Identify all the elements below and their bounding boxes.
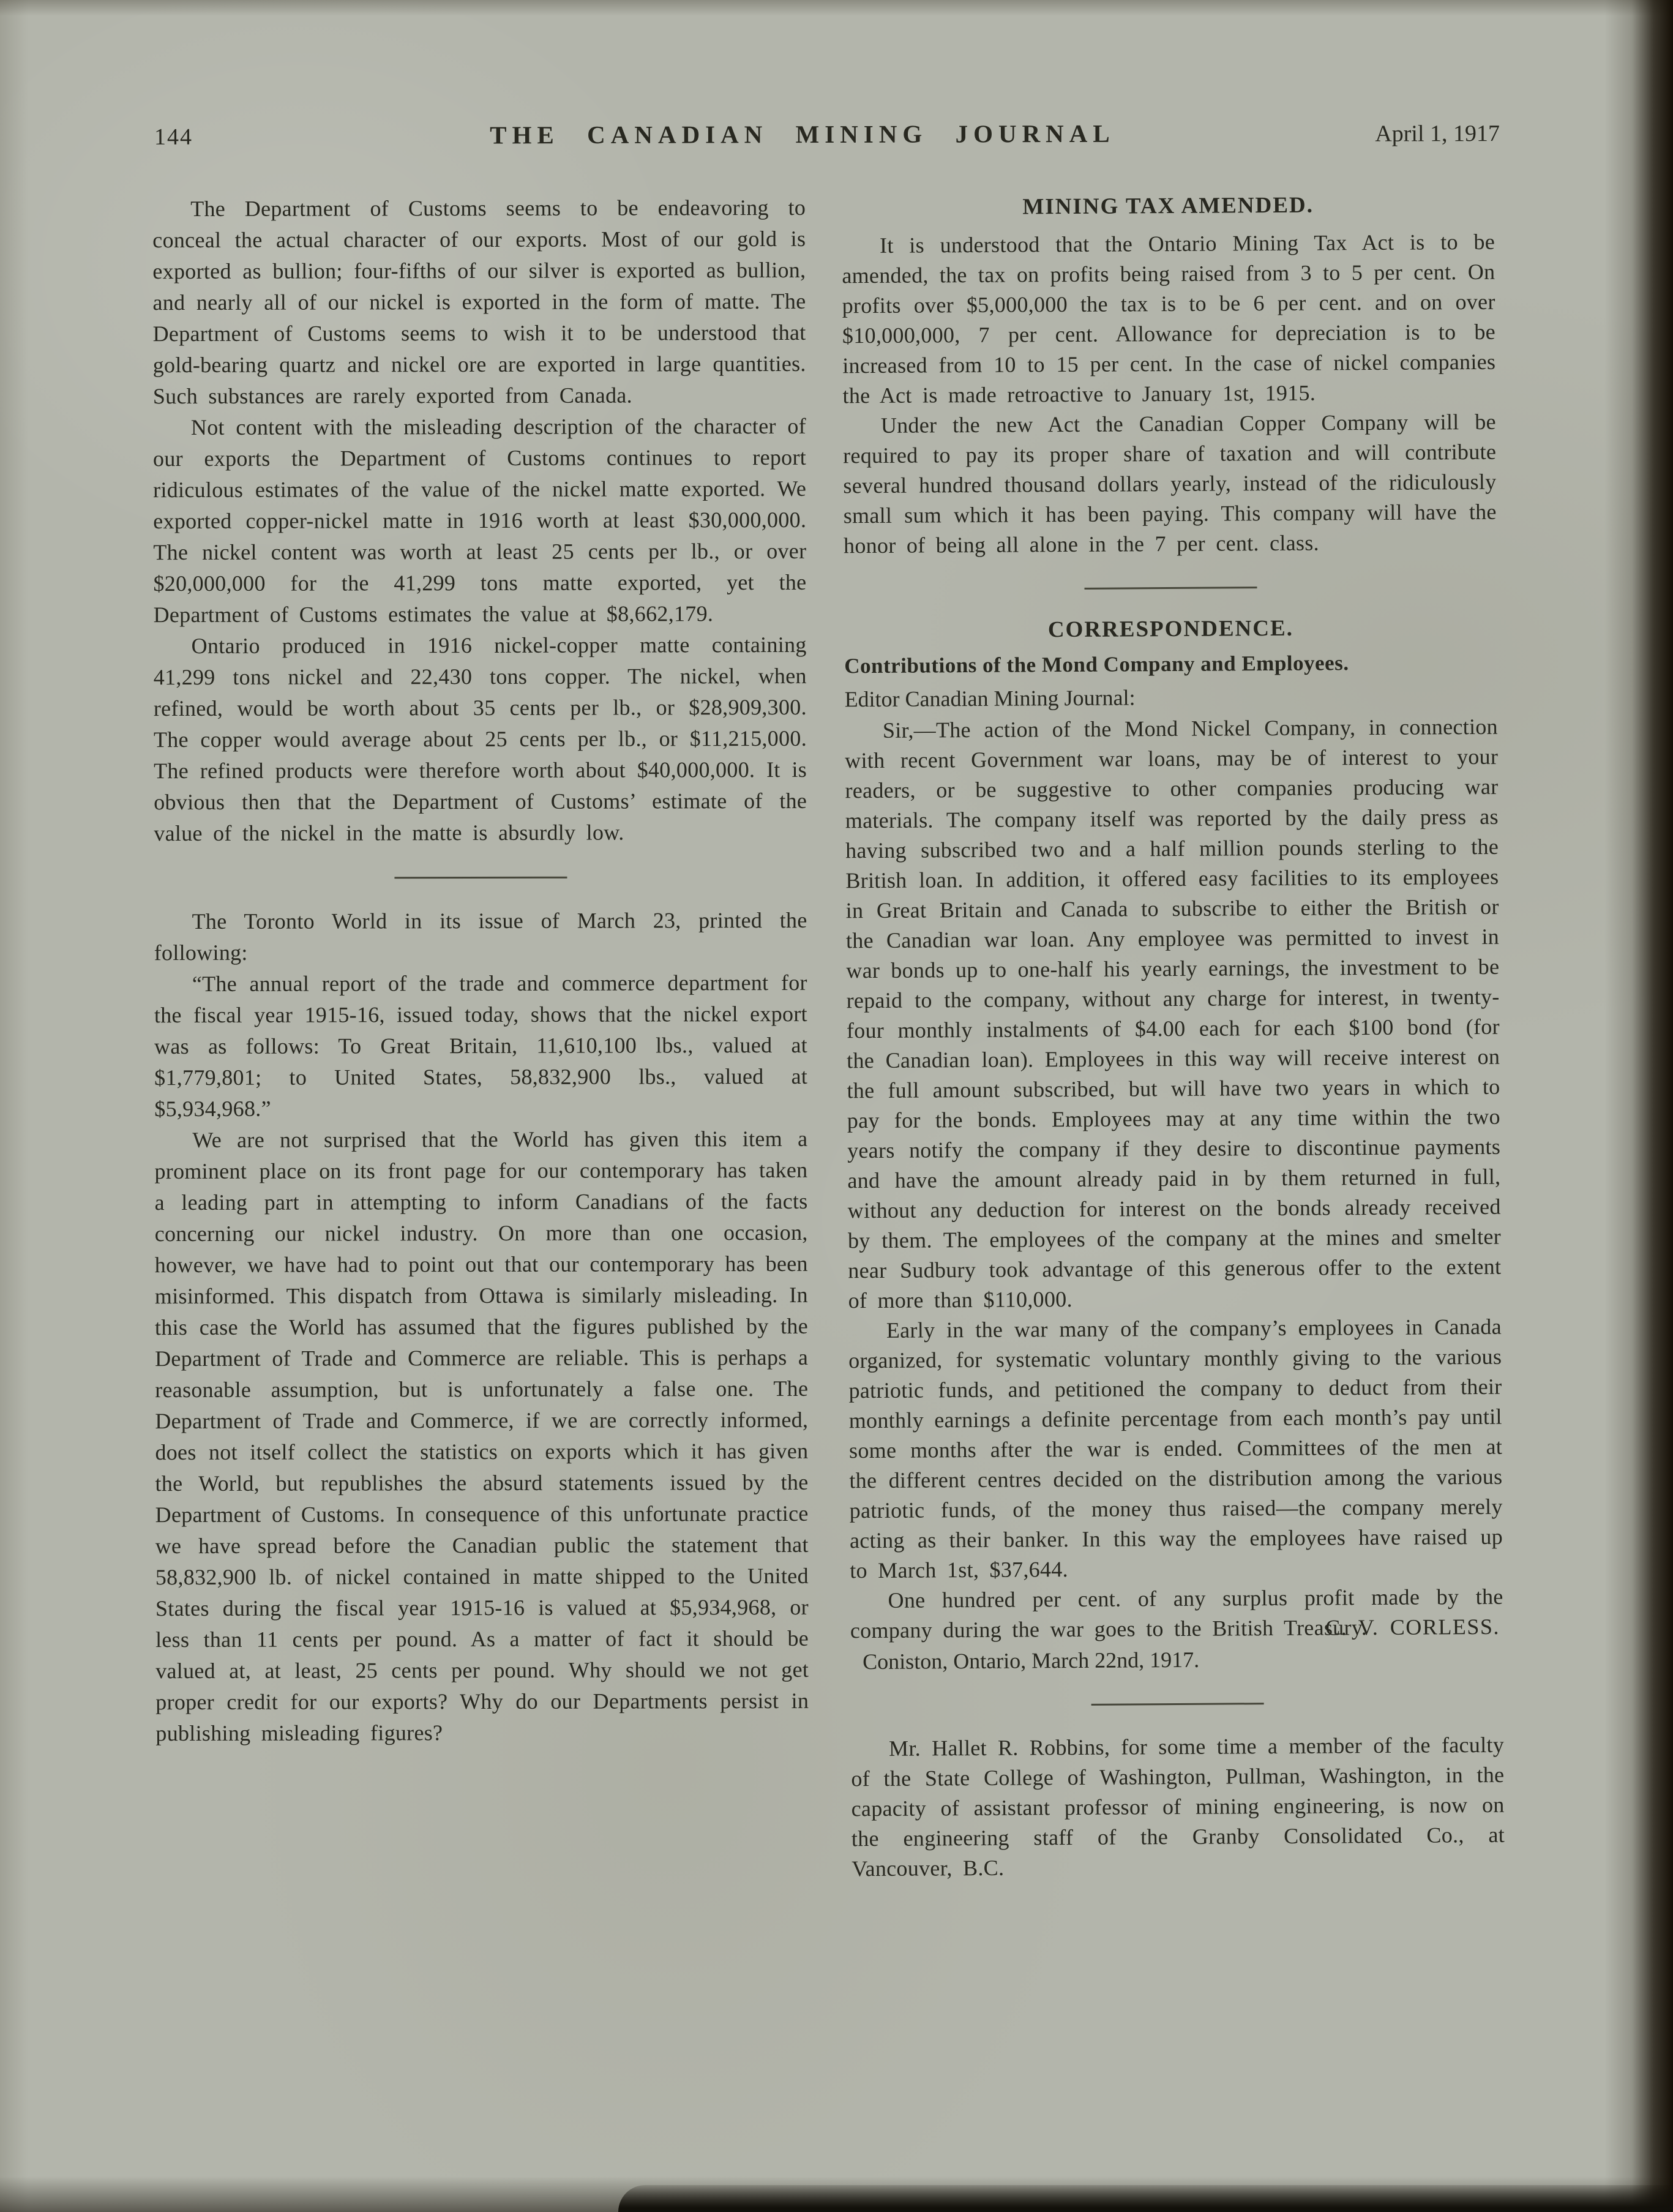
page-content	[152, 119, 1505, 1882]
bottom-right-edge-shadow	[618, 2185, 1673, 2212]
correspondence-dateline: Coniston, Ontario, March 22nd, 1917.	[863, 1647, 1200, 1674]
mining-tax-paragraph: It is understood that the Ontario Mining Tax Act is to be amended, the tax on profits being raised from 3 to 5 per cent. On profits over $5,000,000 the tax is to be 6 per cent. and on over $10,000,000, 7 per cent. Allowance for depreciation is to be increased from 10 to 15 per cent. In the case of nickel companies the Act is made retroactive to January 1st, 1915.	[842, 229, 1496, 408]
world-commentary-paragraph: We are not surprised that the World has given this item a prominent place on its front page for our contemporary has taken a leading part in attempting to inform Canadians of the facts concerning our nickel industry. On more than one occasion, however, we have had to point out that our contemporary has been misinformed. This dispatch from Ottawa is similarly misleading. In this case the World has assumed that the figures published by the Department of Trade and Commerce are reliable. This is perhaps a reasonable assumption, but is unfortunately a false one. The Department of Trade and Commerce, if we are correctly informed, does not itself collect the statistics on exports which it has given the World, but republishes the absurd statements issued by the Department of Customs. In consequence of this unfortunate practice we have spread before the Canadian public the statement that 58,832,900 lb. of nickel contained in matte shipped to the United States during the fiscal year 1915-16 is valued at $5,934,968, or less than 11 cents per pound. As a matter of fact it should be valued at, at least, 25 cents per pound. Why should we not get proper credit for our exports? Why do our Departments persist in publishing misleading figures?	[154, 1126, 809, 1746]
world-quote-paragraph: “The annual report of the trade and commerce department for the fiscal year 1915-16, issued today, shows that the nickel export was as follows: To Great Britain, 11,610,100 lbs., valued at $1,779,801; to United States, 58,832,900 lbs., valued at $5,934,968.”	[154, 970, 808, 1122]
mining-tax-paragraph: Under the new Act the Canadian Copper Company will be required to pay its proper share of taxation and will contribute several hundred thousand dollars yearly, instead of the ridiculously small sum which it has been paying. This company will have the honor of being all alone in the 7 per cent. class.	[843, 409, 1497, 558]
correspondence-paragraph: Sir,—The action of the Mond Nickel Company, in connection with recent Government war loans, may be of interest to your readers, or be suggestive to other companies producing war materials. The company itself was reported by the daily press as having subscribed two and a half million pounds sterling to the British loan. In addition, it offered easy facilities to its employees in Great Britain and Canada to subscribe to either the British or the Canadian war loan. Any employee was permitted to invest in war bonds up to one-half his yearly earnings, the investment to be repaid to the company, without any charge for interest, in twenty-four monthly instalments of $4.00 each for each $100 bond (for the Canadian loan). Employees in this way will receive interest on the full amount subscribed, but will have two years in which to pay for the bonds. Employees may at any time within the two years notify the company if they desire to discontinue payments and have the amount already paid in by them returned in full, without any deduction for interest on the bonds already received by them. The employees of the company at the mines and smelter near Sudbury took advantage of this generous offer to the extent of more than $110,000.	[845, 714, 1502, 1313]
correspondence-heading: CORRESPONDENCE.	[1047, 615, 1294, 643]
customs-paragraph: Not content with the misleading description of the character of our exports the Department of Customs continues to report ridiculous estimates of the value of the nickel matte exported. We exported copper-nickel matte in 1916 worth at least $30,000,000. The nickel content was worth at least 25 cents per lb., or over $20,000,000 for the 41,299 tons matte exported, yet the Department of Customs estimates the value at $8,662,179.	[152, 413, 807, 628]
two-column-body	[152, 192, 1505, 1882]
section-divider	[394, 877, 567, 879]
world-intro-paragraph: The Toronto World in its issue of March 23, printed the following:	[154, 907, 807, 965]
correspondence-paragraph: Early in the war many of the company’s employees in Canada organized, for systematic voluntary monthly giving to the various patriotic funds, and petitioned the company to deduct from their monthly earnings a definite percentage from each month’s pay until some months after the war is ended. Committees of the men at the different centres decided on the distribution among the various patriotic funds, of the money thus raised—the company merely acting as their banker. In this way the employees have raised up to March 1st, $37,644.	[848, 1314, 1503, 1583]
correspondence-closing-text: One hundred per cent. of any surplus profit made by the company during the war goes to the British Treasury.	[850, 1584, 1503, 1643]
section-divider	[1084, 587, 1257, 590]
correspondence-subheading: Contributions of the Mond Company and Employees.	[844, 651, 1349, 678]
journal-title: THE CANADIAN MINING JOURNAL	[490, 119, 1115, 149]
right-column	[842, 191, 1505, 1884]
personal-note-paragraph: Mr. Hallet R. Robbins, for some time a member of the faculty of the State College of Washington, Pullman, Washington, in the capacity of assistant professor of mining engineering, is now on the engineering staff of the Granby Consolidated Co., at Vancouver, B.C.	[851, 1732, 1505, 1881]
section-divider	[1091, 1703, 1263, 1706]
left-column	[152, 192, 809, 1883]
book-edge-shadow	[1604, 0, 1673, 2212]
correspondence-signature: C. V. CORLESS.	[1325, 1614, 1500, 1640]
customs-paragraph: The Department of Customs seems to be endeavoring to conceal the actual character of our exports. Most of our gold is exported as bullion; four-fifths of our silver is exported as bullion, and nearly all of our nickel is exported in the form of matte. The Department of Customs seems to wish it to be understood that gold-bearing quartz and nickel ore are exported in large quantities. Such substances are rarely exported from Canada.	[152, 195, 806, 409]
issue-date: April 1, 1917	[1375, 121, 1500, 147]
top-edge-shadow	[0, 0, 1673, 16]
left-edge-shadow	[0, 0, 28, 2212]
mining-tax-heading: MINING TAX AMENDED.	[1022, 192, 1314, 220]
masthead	[154, 118, 1500, 151]
correspondence-closing-paragraph	[850, 1582, 1503, 1646]
page-number: 144	[154, 124, 193, 150]
correspondence-salutation: Editor Canadian Mining Journal:	[844, 685, 1136, 712]
customs-paragraph: Ontario produced in 1916 nickel-copper matte containing 41,299 tons nickel and 22,430 tons copper. The nickel, when refined, would be worth about 35 cents per lb., or $28,909,300. The copper would average about 25 cents per lb., or $11,215,000. The refined products were therefore worth about $40,000,000. It is obvious then that the Department of Customs’ estimate of the value of the nickel in the matte is absurdly low.	[153, 632, 807, 846]
